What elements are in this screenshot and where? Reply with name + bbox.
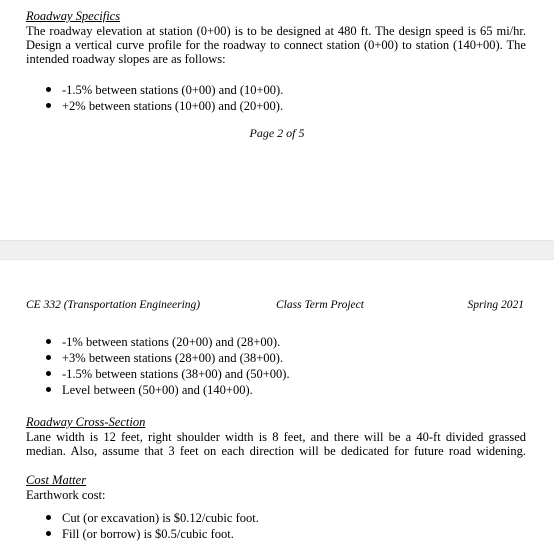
list-item: -1.5% between stations (38+00) and (50+00).	[46, 366, 290, 382]
slopes-list-continued	[46, 334, 290, 398]
list-item: -1.5% between stations (0+00) and (10+00).	[46, 82, 283, 98]
earthwork-cost-label: Earthwork cost:	[26, 488, 106, 502]
header-project: Class Term Project	[276, 299, 364, 311]
page-number: Page 2 of 5	[249, 126, 305, 140]
cross-section-paragraph	[26, 430, 526, 458]
roadway-specifics-heading: Roadway Specifics	[26, 9, 121, 23]
list-item: Cut (or excavation) is $0.12/cubic foot.	[46, 510, 259, 526]
document-page-3	[0, 260, 554, 549]
paragraph-line: intended roadway slopes are as follows:	[26, 52, 226, 66]
cross-section-heading: Roadway Cross-Section	[26, 415, 146, 429]
page-separator	[0, 240, 554, 260]
cost-list	[46, 510, 259, 542]
list-item: +2% between stations (10+00) and (20+00).	[46, 98, 283, 114]
header-course: CE 332 (Transportation Engineering)	[26, 299, 201, 311]
list-item: +3% between stations (28+00) and (38+00).	[46, 350, 290, 366]
paragraph-line: Design a vertical curve profile for the roadway to connect station (0+00) to station (140+00). The	[26, 38, 526, 52]
slopes-list	[46, 82, 283, 114]
page-header	[26, 298, 524, 312]
paragraph-line: The roadway elevation at station (0+00) is to be designed at 480 ft. The design speed is 65 mi/hr.	[26, 24, 526, 38]
list-item: Fill (or borrow) is $0.5/cubic foot.	[46, 526, 259, 542]
list-item: -1% between stations (20+00) and (28+00).	[46, 334, 290, 350]
paragraph-line: median. Also, assume that 3 feet on each direction will be dedicated for future road widening.	[26, 444, 526, 458]
roadway-specifics-paragraph	[26, 24, 526, 66]
paragraph-line: Lane width is 12 feet, right shoulder width is 8 feet, and there will be a 40-ft divided grassed	[26, 430, 526, 444]
cost-matter-heading: Cost Matter	[26, 473, 87, 487]
document-page-2	[0, 0, 554, 240]
header-term: Spring 2021	[467, 299, 524, 311]
list-item: Level between (50+00) and (140+00).	[46, 382, 290, 398]
